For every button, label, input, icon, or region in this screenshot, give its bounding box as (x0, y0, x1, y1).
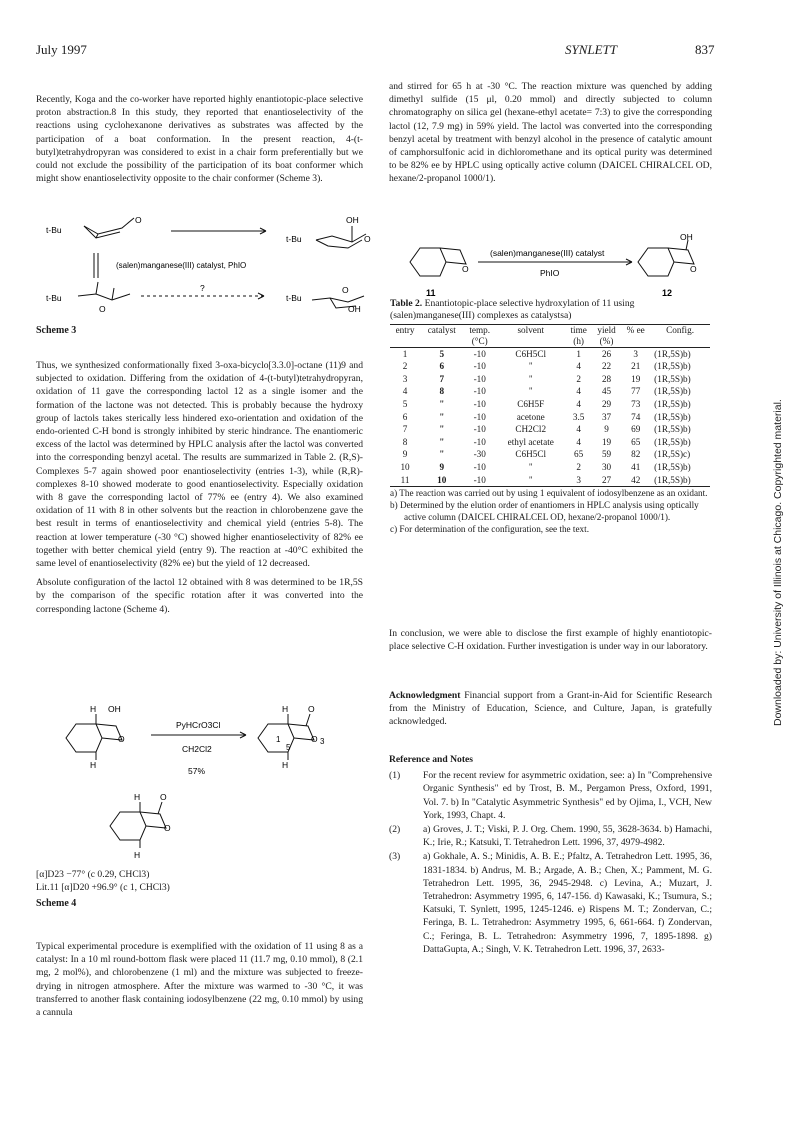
reference-item (389, 850, 712, 956)
table-cell: 41 (631, 461, 641, 472)
table-cell: " (528, 373, 533, 384)
reagent-oxidant: PhIO (540, 268, 560, 278)
label-tbu: t-Bu (286, 293, 302, 303)
table-cell: 3 (402, 373, 408, 384)
table-cell: 7 (439, 373, 445, 384)
footnote-c: c) For determination of the configuration, see the text. (390, 523, 589, 534)
scheme-3-caption: Scheme 3 (36, 325, 77, 336)
reference-list (389, 769, 712, 956)
scheme3-reagent: (salen)manganese(III) catalyst, PhIO (116, 261, 247, 270)
paragraph: Absolute configuration of the lactol 12 obtained with 8 was determined to be 1R,5S by the comparison of the specific rotation after it was converted into the corresponding lactone (Scheme 4). (36, 577, 363, 615)
label-o: O (311, 734, 318, 744)
table-cell: 10 (420, 474, 463, 487)
table-cell: 6 (402, 411, 408, 422)
label-o: O (342, 285, 349, 295)
table-cell: 5 (402, 398, 408, 409)
header-journal: SYNLETT (565, 42, 618, 57)
column-header: % ee (621, 324, 650, 336)
references (389, 753, 712, 957)
table-cell: 4 (402, 386, 408, 397)
reference-number: (3) (389, 851, 401, 863)
table-row (390, 448, 710, 461)
label-o: O (164, 823, 171, 833)
left-column-body (36, 359, 363, 616)
reference-text: a) Groves, J. T.; Viski, P. J. Org. Chem. 1990, 55, 3628-3634. b) Hamachi, K.; Irie, R.; Katsuki, T. Tetrahedron Lett. 1996, 37, 4979-4982. (423, 824, 712, 849)
acknowledgment (389, 689, 712, 729)
table-cell: 21 (631, 361, 641, 372)
table-cell: 3 (633, 348, 638, 359)
table-cell: " (439, 398, 445, 409)
table-cell: C6H5Cl (515, 348, 547, 359)
table-footnotes (390, 488, 710, 535)
label-o: O (160, 792, 167, 802)
column-header: catalyst (420, 324, 463, 336)
table-cell: C6H5Cl (515, 449, 547, 460)
table-cell: (1R,5S)c) (654, 449, 691, 460)
column-header: Config. (650, 324, 710, 336)
table-cell: 30 (601, 461, 612, 472)
acknowledgment-body: Financial support from a Grant-in-Aid for Scientific Research from the Ministry of Education, Science, and Culture, Japan, is gratefully acknowledged. (389, 690, 712, 728)
table-cell: -10 (473, 411, 486, 422)
table-cell: (1R,5S)b) (654, 411, 691, 422)
reagent-catalyst: (salen)manganese(III) catalyst (490, 248, 605, 258)
table-caption (390, 298, 710, 322)
label-oh: OH (680, 232, 693, 242)
table-cell: (1R,5S)b) (654, 424, 691, 435)
table-cell: -10 (473, 373, 486, 384)
column-header: yield (592, 324, 621, 336)
table-cell: " (439, 411, 445, 422)
rotation-data (36, 868, 363, 911)
scheme3-question: ? (200, 283, 205, 293)
table-row (390, 436, 710, 449)
table-2 (390, 298, 710, 535)
table-cell: 10 (400, 461, 410, 472)
watermark-text: Downloaded by: University of Illinois at Chicago. Copyrighted material. (772, 399, 784, 726)
table-cell: 4 (576, 386, 581, 397)
footnote-b: b) Determined by the elution order of enantiomers in HPLC analysis using optically active column (DAICEL CHIRALCEL OD, hexane/2-propanol 1000/1). (390, 499, 699, 522)
label-oh: OH (348, 304, 361, 314)
table-cell: 28 (601, 373, 612, 384)
label-h: H (134, 850, 141, 860)
scheme-4-figure (36, 700, 366, 865)
table-cell: -10 (463, 474, 496, 487)
table-cell: -10 (473, 386, 486, 397)
table-cell: 69 (631, 424, 641, 435)
experimental-procedure (36, 940, 363, 1019)
label-o: O (135, 215, 142, 225)
paragraph: Recently, Koga and the co-worker have reported highly enantiotopic-place selective proton abstraction.8 In this study, they reported that enantioselectivity of the reactions using cyclohexanone derivatives as substrates was affected by the participation of a boat conformation. In the present reaction, 4-(t-butyl)tetrahydropyran was considered to exist in a chair form preferentially but we could not exclude the possibility of the participation of its boat conformer which might show enantioselectivity opposite to the chair conformer (Scheme 3). (36, 94, 363, 185)
table-cell: (1R,5S)b) (654, 361, 691, 372)
reference-number: (2) (389, 824, 401, 836)
table-cell: 2 (402, 361, 408, 372)
paragraph: Thus, we synthesized conformationally fixed 3-oxa-bicyclo[3.3.0]-octane (11)9 and subjected to oxidation. Differing from the oxidation of 4-(t-butyl)tetrahydropyran, oxidation of 11 gave the corresponding lactol 12 as a single isomer and the formation of the lactone was not detected. This is probably because the hydroxy group of lactols takes sterically less hindered exo-orientation and oxidation of the endo-oriented C-H bond is strongly inhibited by steric hindrance. The enantiomeric excess of the lactol was determined by HPLC analysis after the lactol was converted into the corresponding benzyl acetal. The results are summarized in Table 2. (R,S)-Complexes 5-7 again showed poor enantioselectivity (entries 1-3), while (R,R)-complexes 8-10 showed moderate to good enantioselectivity. Especially oxidation with 8 gave the corresponding lactol of 77% ee (entry 4). We also examined oxidation of 11 with 8 in other solvents but the reaction in chlorobenzene gave the best result in terms of enantioselectivity and chemical yield (entries 5-8). The reaction at lower temperature (-30 °C) showed higher enantioselectivity of 82% ee together with better chemical yield (entry 9). The reaction at -40°C exhibited the same level of enantioselectivity (82% ee) but the yield of 12 decreased. (36, 360, 363, 570)
table-cell: " (439, 424, 445, 435)
table2-scheme-figure (390, 232, 710, 304)
table-row (390, 423, 710, 436)
acknowledgment-text (389, 689, 712, 729)
table-cell: 65 (574, 449, 584, 460)
table-cell: acetone (516, 411, 545, 422)
table-title: Table 2. (390, 298, 423, 309)
table-cell: 3.5 (572, 411, 585, 422)
table-cell: 4 (576, 398, 581, 409)
table-row (390, 385, 710, 398)
column-unit (650, 336, 710, 348)
reagent-solvent: CH2Cl2 (182, 744, 212, 754)
table-cell: 1 (402, 348, 408, 359)
table-cell: -10 (473, 348, 486, 359)
table-row (390, 474, 710, 487)
table-cell: 4 (576, 436, 581, 447)
reference-text: a) Gokhale, A. S.; Minidis, A. B. E.; Pfaltz, A. Tetrahedron Lett. 1995, 36, 1831-1834. b) Andrus, M. B.; Argade, A. B.; Chen, X.; Pamment, M. G. Tetrahedron Lett. 1995, 36, 2945-2948. c) Levina, A.; Muzart, J. Tetrahedron: Asymmetry 1995, 6, 147-156. d) Kawasaki, K.; Tsumura, S.; Katsuki, T. Synlett, 1995, 1245-1246. e) Rispens M. T.; Zondervan, C.; Feringa, B. L. Tetrahedron: Asymmetry 1995, 6, 661-664. f) Zondervan, C.; Feringa, B. L. Tetrahedron: Asymmetry 1996, 7, 1895-1898. g) DattaGupta, A.; Singh, V. K. Tetrahedron Lett. 1996, 37, 2633- (423, 851, 712, 955)
specific-rotation: [α]D23 −77° (c 0.29, CHCl3) (36, 869, 150, 880)
table-cell: C6H5F (517, 398, 545, 409)
table-cell: 65 (631, 436, 641, 447)
table-cell: 29 (601, 398, 612, 409)
locant-5: 5 (286, 743, 291, 752)
references-title: Reference and Notes (389, 754, 474, 765)
right-column-intro (389, 80, 712, 186)
column-unit: (%) (592, 336, 621, 348)
column-header: solvent (496, 324, 565, 336)
label-oh: OH (108, 704, 121, 714)
column-unit: (°C) (463, 336, 496, 348)
reference-text: For the recent review for asymmetric oxidation, see: a) In "Comprehensive Organic Synthesis" ed by Trost, B. M., Pergamon Press, Oxford, 1991, Vol. 7. b) In "Catalytic Asymmetric Synthesis" ed by Ojima, I., VCH, New York, 1993, Chapt. 4. (423, 770, 712, 821)
table-cell: 19 (631, 373, 641, 384)
table-row (390, 411, 710, 424)
table-cell: 4 (576, 361, 581, 372)
table-cell: -10 (473, 398, 486, 409)
table-cell: 73 (631, 398, 641, 409)
column-header: time (565, 324, 591, 336)
label-o: O (118, 734, 125, 744)
label-h: H (90, 704, 97, 714)
scheme-4-caption: Scheme 4 (36, 898, 77, 910)
table-cell: 59 (601, 449, 612, 460)
footnote-a: a) The reaction was carried out by using 1 equivalent of iodosylbenzene as an oxidant. (390, 488, 708, 499)
table-cell: 77 (631, 386, 641, 397)
table-row (390, 461, 710, 474)
table-cell: (1R,5S)b) (654, 373, 691, 384)
table-cell: 9 (402, 449, 408, 460)
reagent-pcc: PyHCrO3Cl (176, 720, 221, 730)
table-cell: 74 (631, 411, 641, 422)
table-cell: 27 (592, 474, 621, 487)
label-tbu: t-Bu (46, 293, 62, 303)
reference-number: (1) (389, 770, 401, 782)
table-row (390, 398, 710, 411)
table-cell: 3 (565, 474, 591, 487)
label-oh: OH (346, 215, 359, 225)
table-cell: (1R,5S)b) (650, 474, 710, 487)
table-cell: 8 (402, 436, 408, 447)
table-row (390, 347, 710, 360)
acknowledgment-title: Acknowledgment (389, 690, 461, 701)
header-date: July 1997 (36, 42, 87, 57)
data-table (390, 324, 710, 488)
header-page-number: 837 (695, 42, 715, 57)
column-unit (496, 336, 565, 348)
conclusion (389, 627, 712, 653)
table-cell: 37 (601, 411, 612, 422)
table-cell: 26 (601, 348, 612, 359)
column-unit (621, 336, 650, 348)
table-cell: " (496, 474, 565, 487)
column-unit: (h) (565, 336, 591, 348)
table-cell: CH2Cl2 (515, 424, 547, 435)
locant-3: 3 (320, 737, 325, 746)
table-row (390, 360, 710, 373)
table-header-row (390, 324, 710, 336)
table-cell: 2 (576, 461, 581, 472)
label-o: O (690, 264, 697, 274)
label-h: H (134, 792, 141, 802)
table-cell: 4 (576, 424, 581, 435)
table-cell: " (528, 361, 533, 372)
label-h: H (282, 704, 289, 714)
column-header: temp. (463, 324, 496, 336)
table-cell: 82 (631, 449, 641, 460)
table-caption-text: Enantiotopic-place selective hydroxylation of 11 using (salen)manganese(III) complexes as catalystsa) (390, 298, 635, 321)
table-cell: -10 (473, 461, 486, 472)
label-tbu: t-Bu (46, 225, 62, 235)
table-cell: (1R,5S)b) (654, 348, 691, 359)
paragraph: and stirred for 65 h at -30 °C. The reaction mixture was quenched by adding dimethyl sulfide (15 μl, 0.20 mmol) and directly subjected to column chromatography on silica gel (hexane-ethyl acetate= 7:3) to give the corresponding lactol (12, 7.9 mg) in 59% yield. The lactol was converted into the corresponding benzyl acetal by treatment with benzyl alcohol in the presence of catalytic amount of camphorsulfonic acid in dichloromethane and its optical purity was determined to be 82% ee by HPLC using optically active column (DAICEL CHIRALCEL OD, hexane/2-propanol 1000/1). (389, 81, 712, 185)
table-cell: 9 (439, 461, 445, 472)
reagent-yield: 57% (188, 766, 206, 776)
table-cell: 6 (439, 361, 445, 372)
table-cell: 8 (439, 386, 445, 397)
label-tbu: t-Bu (286, 234, 302, 244)
table-cell: (1R,5S)b) (654, 398, 691, 409)
table-cell: 42 (621, 474, 650, 487)
label-o: O (99, 304, 106, 314)
compound-12: 12 (662, 288, 673, 298)
table-cell: 7 (402, 424, 408, 435)
table-cell: " (528, 461, 533, 472)
table-cell: " (528, 386, 533, 397)
table-row (390, 373, 710, 386)
compound-11: 11 (426, 288, 436, 298)
reference-item (389, 823, 712, 849)
table-cell: 19 (601, 436, 612, 447)
table-cell: 9 (604, 424, 609, 435)
table-cell: -30 (473, 449, 486, 460)
table-cell: 5 (439, 348, 445, 359)
table-cell: (1R,5S)b) (654, 461, 691, 472)
table-cell: -10 (473, 361, 486, 372)
label-h: H (90, 760, 97, 770)
table-cell: " (439, 449, 445, 460)
label-h: H (282, 760, 289, 770)
table-cell: ethyl acetate (507, 436, 554, 447)
label-o: O (308, 704, 315, 714)
paragraph: In conclusion, we were able to disclose the first example of highly enantiotopic-place selective C-H oxidation. Further investigation is under way in our laboratory. (389, 628, 712, 653)
table-cell: " (439, 436, 445, 447)
label-o: O (462, 264, 469, 274)
table-cell: -10 (473, 436, 486, 447)
table-cell: 45 (601, 386, 612, 397)
left-column-intro (36, 93, 363, 185)
table-units-row (390, 336, 710, 348)
locant-1: 1 (276, 735, 281, 744)
table-cell: (1R,5S)b) (654, 386, 691, 397)
label-o: O (364, 234, 371, 244)
table-cell: 2 (576, 373, 581, 384)
column-unit (390, 336, 420, 348)
scheme-3-figure (36, 208, 371, 318)
table-cell: (1R,5S)b) (654, 436, 691, 447)
table-cell: 11 (390, 474, 420, 487)
reference-item (389, 769, 712, 822)
table-cell: 22 (601, 361, 612, 372)
column-unit (420, 336, 463, 348)
table-cell: 1 (576, 348, 581, 359)
literature-rotation: Lit.11 [α]D20 +96.9° (c 1, CHCl3) (36, 882, 170, 894)
table-cell: -10 (473, 424, 486, 435)
download-watermark (772, 356, 786, 726)
paragraph: Typical experimental procedure is exemplified with the oxidation of 11 using 8 as a catalyst: In a 10 ml round-bottom flask were placed 11 (11.7 mg, 0.10 mmol), 8 (2.1 mg, 2 mol%), and chlorobenzene (1 ml) and the mixture was subjected to freeze-drying in nitrogen atmosphere. After the mixture was warmed to -30 °C, it was transferred to another flask containing iodosylbenzene (22 mg, 0.10 mmol) by using a cannula (36, 941, 363, 1019)
column-header: entry (390, 324, 420, 336)
